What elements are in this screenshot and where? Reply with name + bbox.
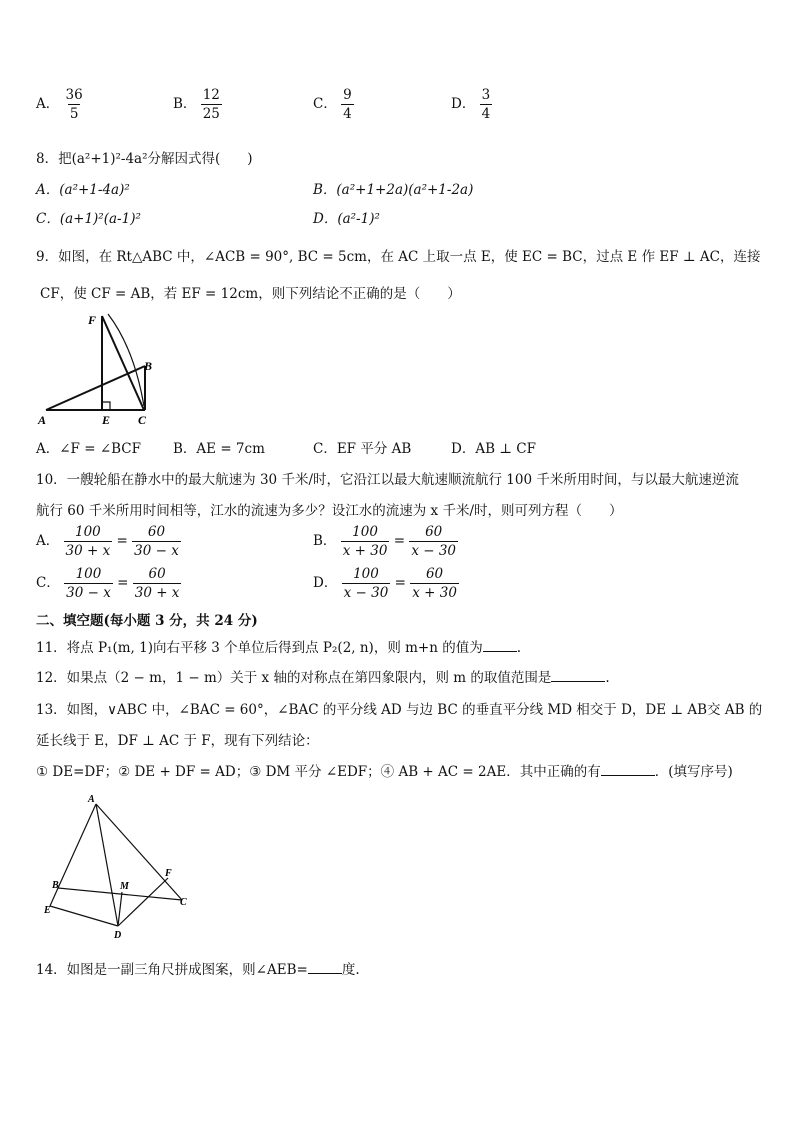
q9-label-f: F xyxy=(88,313,97,327)
q10-option-b: B． $\frac{100}{x + 30}$ = $\frac{60}{x - 30}$ xyxy=(313,524,456,560)
q9-option-d: D．AB ⊥ CF xyxy=(451,441,536,457)
section-2-heading: 二、填空题(每小题 3 分，共 24 分) xyxy=(36,613,258,629)
q9-figure xyxy=(36,308,166,428)
q7-b-fraction: $\frac{12}{25}$ xyxy=(202,87,220,123)
q10-stem-line2: 航行 60 千米所用时间相等，江水的流速为多少？设江水的流速为 x 千米/时，则可列方程（ ） xyxy=(36,503,623,519)
q9-label-e: E xyxy=(102,413,111,427)
q8-option-c: C．(a+1)²(a-1)² xyxy=(36,211,141,227)
q8-option-a: A．(a²+1-4a)² xyxy=(36,182,130,198)
q10-stem-line1: 10．一艘轮船在静水中的最大航速为 30 千米/时，它沿江以最大航速顺流航行 100 千米所用时间，与以最大航速逆流 xyxy=(36,472,739,488)
q14: 14．如图是一副三角尺拼成图案，则∠AEB= 度. xyxy=(36,962,360,978)
q13-label-c: C xyxy=(180,897,187,908)
q13-figure xyxy=(40,792,200,942)
q13-answer-blank[interactable] xyxy=(601,763,655,776)
q9-label-c: C xyxy=(138,413,147,427)
q10-option-c: C． $\frac{100}{30 - x}$ = $\frac{60}{30 + x}$ xyxy=(36,566,180,602)
q9-stem-line1: 9．如图，在 Rt△ABC 中，∠ACB = 90°, BC = 5cm，在 AC 上取一点 E，使 EC = BC，过点 E 作 EF ⊥ AC，连接 xyxy=(36,249,761,265)
q12-answer-blank[interactable] xyxy=(551,669,605,682)
q10-option-a: A． $\frac{100}{30 + x}$ = $\frac{60}{30 - x}$ xyxy=(36,524,179,560)
q12: 12．如果点（2 − m，1 − m）关于 x 轴的对称点在第四象限内，则 m 的取值范围是 . xyxy=(36,670,610,686)
q13-stem-line1: 13．如图，∨ABC 中，∠BAC = 60°，∠BAC 的平分线 AD 与边 BC 的垂直平分线 MD 相交于 D，DE ⊥ AB交 AB 的 xyxy=(36,702,763,718)
q9-label-b: B xyxy=(144,359,153,373)
q11-answer-blank[interactable] xyxy=(483,639,517,652)
q9-option-c: C．EF 平分 AB xyxy=(313,441,412,457)
q7-option-c: C． $\frac{9}{4}$ xyxy=(313,87,352,123)
q13-label-m: M xyxy=(120,881,129,892)
q7-option-d: D． $\frac{3}{4}$ xyxy=(451,87,491,123)
q7-c-fraction: $\frac{9}{4}$ xyxy=(343,87,352,123)
q8-option-b: B．(a²+1+2a)(a²+1-2a) xyxy=(313,182,474,198)
q9-stem-line2: CF，使 CF = AB，若 EF = 12cm，则下列结论不正确的是（ ） xyxy=(40,286,461,302)
q13-label-a: A xyxy=(88,794,95,805)
q13-label-f: F xyxy=(165,868,172,879)
q13-label-b: B xyxy=(52,880,59,891)
q8-option-d: D．(a²-1)² xyxy=(313,211,380,227)
q13-label-d: D xyxy=(114,930,122,941)
q10-option-d: D． $\frac{100}{x - 30}$ = $\frac{60}{x + 30}$ xyxy=(313,566,457,602)
q13-label-e: E xyxy=(44,905,51,916)
q7-option-a: A． $\frac{36}{5}$ xyxy=(36,87,83,123)
q7-option-b: B． $\frac{12}{25}$ xyxy=(173,87,220,123)
q7-a-fraction: $\frac{36}{5}$ xyxy=(65,87,83,123)
q9-option-b: B．AE = 7cm xyxy=(173,441,265,457)
q11: 11．将点 P₁(m, 1)向右平移 3 个单位后得到点 P₂(2, n)，则 m+n 的值为 . xyxy=(36,640,522,656)
q13-stem-line3: ① DE=DF；② DE + DF = AD；③ DM 平分 ∠EDF；④ AB + AC = 2AE．其中正确的有 ．(填写序号) xyxy=(36,764,733,780)
q14-answer-blank[interactable] xyxy=(308,961,342,974)
q7-d-fraction: $\frac{3}{4}$ xyxy=(481,87,491,123)
q8-stem: 8．把(a²+1)²-4a²分解因式得( ) xyxy=(36,151,253,167)
q9-label-a: A xyxy=(38,413,47,427)
q13-stem-line2: 延长线于 E，DF ⊥ AC 于 F，现有下列结论： xyxy=(36,733,319,749)
q9-option-a: A．∠F = ∠BCF xyxy=(36,441,142,457)
